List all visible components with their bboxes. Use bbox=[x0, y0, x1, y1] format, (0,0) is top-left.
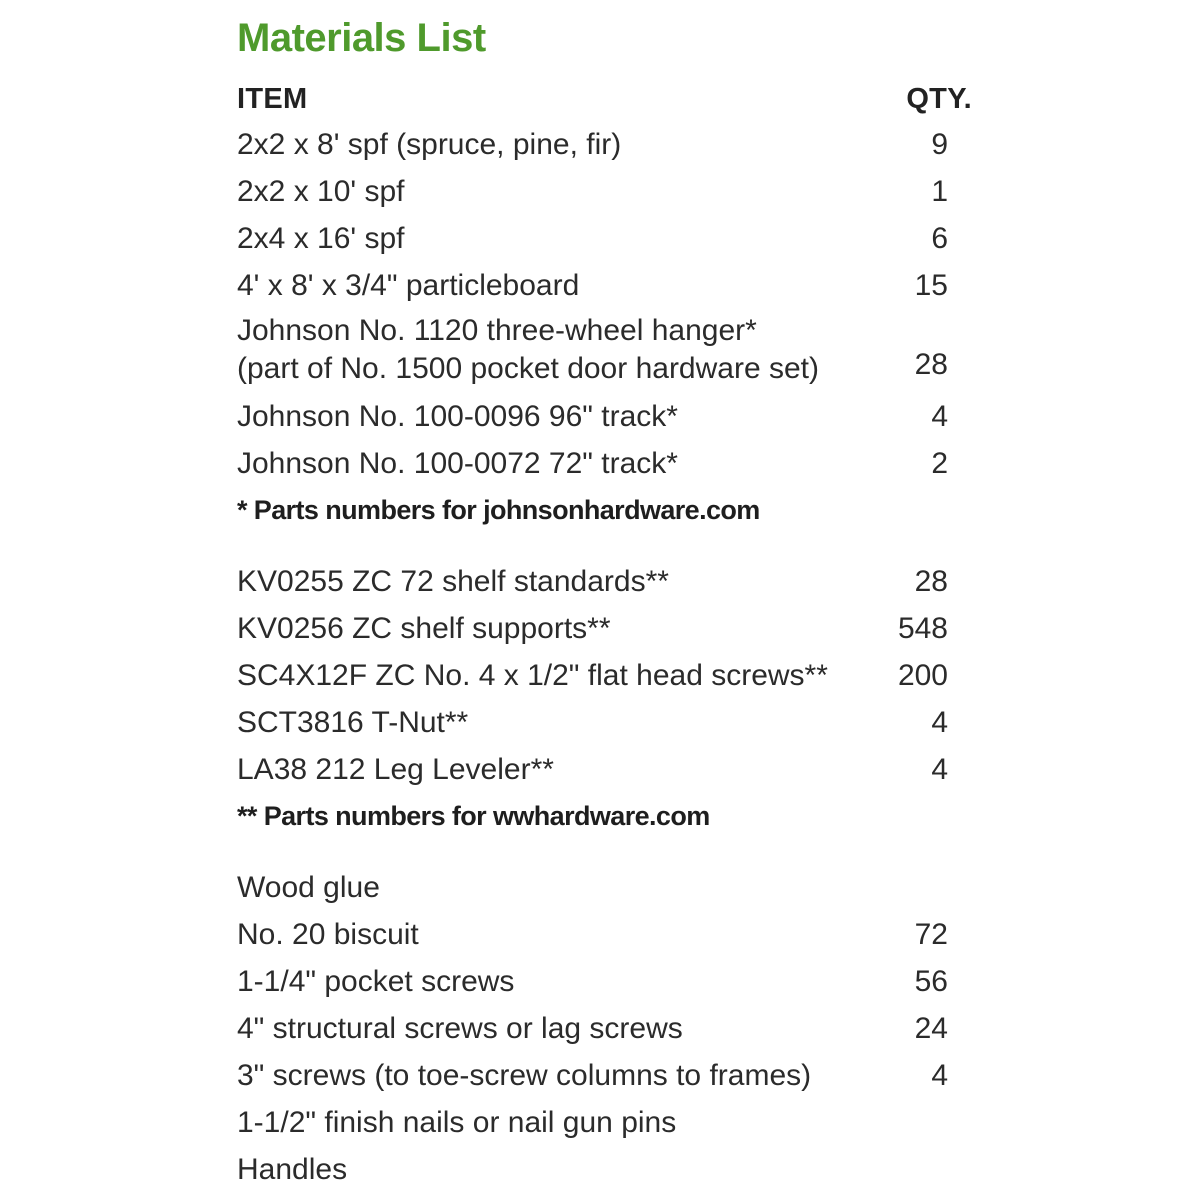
list-item bbox=[237, 440, 977, 487]
list-item bbox=[237, 746, 977, 793]
item-qty: 72 bbox=[914, 918, 948, 951]
list-item bbox=[237, 864, 977, 911]
item-name: 1-1/4" pocket screws bbox=[237, 965, 515, 998]
item-name: LA38 212 Leg Leveler** bbox=[237, 753, 554, 786]
item-name: KV0256 ZC shelf supports** bbox=[237, 612, 611, 645]
item-qty: 28 bbox=[914, 348, 948, 381]
item-name: 2x2 x 8' spf (spruce, pine, fir) bbox=[237, 128, 622, 161]
supplies-group bbox=[237, 864, 977, 1193]
item-name: 3" screws (to toe-screw columns to frames) bbox=[237, 1059, 812, 1092]
item-name: 2x4 x 16' spf bbox=[237, 222, 405, 255]
list-item bbox=[237, 958, 977, 1005]
item-name: Wood glue bbox=[237, 871, 380, 904]
item-name: SC4X12F ZC No. 4 x 1/2" flat head screws** bbox=[237, 659, 828, 692]
list-item bbox=[237, 1052, 977, 1099]
item-qty: 28 bbox=[914, 565, 948, 598]
item-name: 2x2 x 10' spf bbox=[237, 175, 405, 208]
item-name-multiline bbox=[237, 312, 819, 388]
item-name: Handles bbox=[237, 1153, 348, 1186]
item-qty: 4 bbox=[931, 400, 948, 433]
item-qty: 200 bbox=[897, 659, 948, 692]
item-qty: 24 bbox=[914, 1012, 948, 1045]
item-name: KV0255 ZC 72 shelf standards** bbox=[237, 565, 669, 598]
item-name: SCT3816 T-Nut** bbox=[237, 706, 469, 739]
list-item bbox=[237, 1146, 977, 1193]
list-item bbox=[237, 309, 977, 393]
list-item bbox=[237, 911, 977, 958]
list-item bbox=[237, 652, 977, 699]
list-item bbox=[237, 1099, 977, 1146]
item-column-header: ITEM bbox=[237, 83, 308, 115]
item-name: 4" structural screws or lag screws bbox=[237, 1012, 683, 1045]
list-item bbox=[237, 393, 977, 440]
footnote: * Parts numbers for johnsonhardware.com bbox=[237, 495, 760, 525]
list-item bbox=[237, 699, 977, 746]
item-name: 1-1/2" finish nails or nail gun pins bbox=[237, 1106, 677, 1139]
qty-column-header: QTY. bbox=[906, 83, 972, 115]
item-name: Johnson No. 100-0096 96" track* bbox=[237, 400, 678, 433]
item-name: Johnson No. 100-0072 72" track* bbox=[237, 447, 678, 480]
materials-list bbox=[237, 14, 977, 1193]
item-qty: 56 bbox=[914, 965, 948, 998]
item-qty: 4 bbox=[931, 753, 948, 786]
item-qty: 4 bbox=[931, 706, 948, 739]
lumber-hardware-group bbox=[237, 121, 977, 534]
list-item bbox=[237, 121, 977, 168]
item-qty: 2 bbox=[931, 447, 948, 480]
group-spacer bbox=[237, 534, 977, 558]
footnote: ** Parts numbers for wwhardware.com bbox=[237, 801, 710, 831]
shelf-hardware-group bbox=[237, 558, 977, 840]
table-header bbox=[237, 74, 977, 121]
item-name-line-1: Johnson No. 1120 three-wheel hanger* bbox=[237, 314, 757, 347]
list-item bbox=[237, 605, 977, 652]
list-item bbox=[237, 558, 977, 605]
list-item bbox=[237, 1005, 977, 1052]
item-qty: 15 bbox=[914, 269, 948, 302]
list-item bbox=[237, 262, 977, 309]
item-qty: 9 bbox=[931, 128, 948, 161]
list-item bbox=[237, 168, 977, 215]
group-spacer bbox=[237, 840, 977, 864]
item-name-line-2: (part of No. 1500 pocket door hardware set) bbox=[237, 352, 819, 385]
item-qty: 6 bbox=[931, 222, 948, 255]
item-qty: 1 bbox=[931, 175, 948, 208]
item-qty: 4 bbox=[931, 1059, 948, 1092]
page-title: Materials List bbox=[237, 16, 486, 60]
item-qty: 548 bbox=[897, 612, 948, 645]
list-item bbox=[237, 215, 977, 262]
item-name: No. 20 biscuit bbox=[237, 918, 419, 951]
item-name: 4' x 8' x 3/4" particleboard bbox=[237, 269, 580, 302]
